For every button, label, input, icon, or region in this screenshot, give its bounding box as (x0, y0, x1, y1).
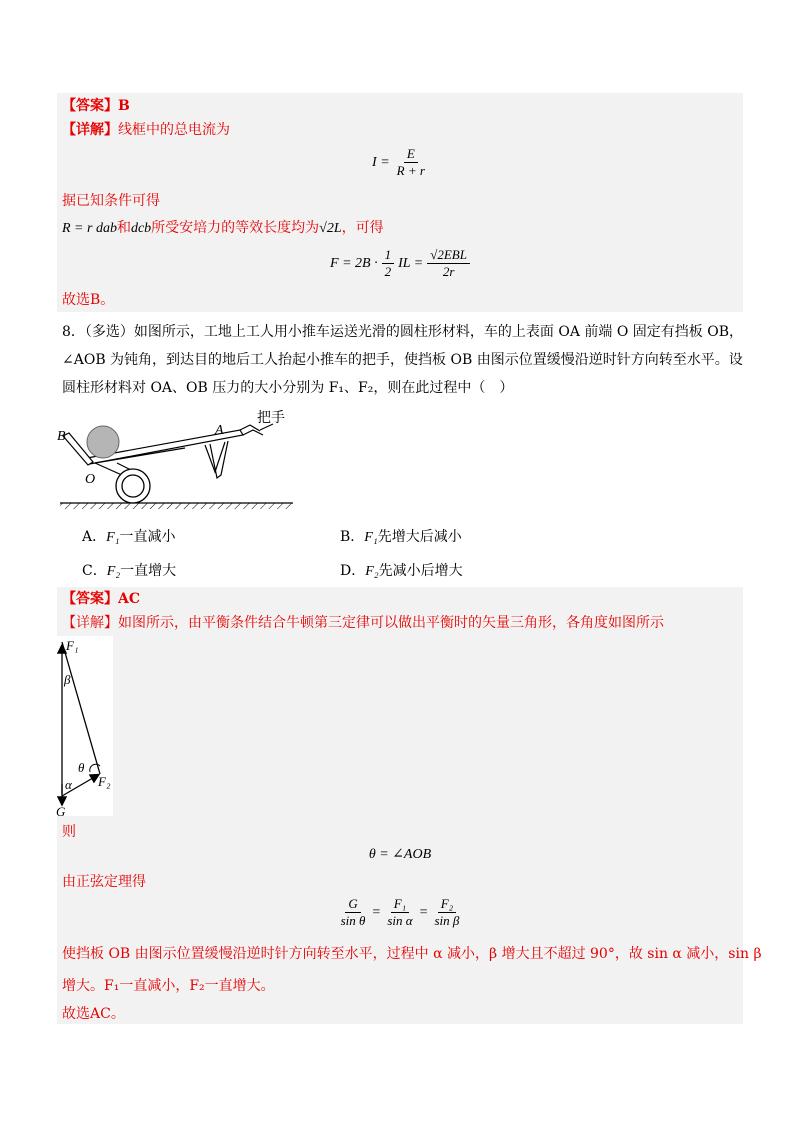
option-c[interactable]: C．F₂一直增大 (82, 563, 177, 579)
text-then: 则 (62, 824, 76, 840)
text-known: 据已知条件可得 (62, 193, 160, 209)
detail-line-2: 【详解】如图所示，由平衡条件结合牛顿第三定律可以做出平衡时的矢量三角形，各角度如图所示 (62, 615, 664, 631)
answer-label-1: 【答案】B (62, 98, 130, 114)
conclusion-1: 故选B。 (62, 292, 115, 308)
fig-label-F1: F₁ (66, 638, 79, 653)
detail-line-1 (62, 120, 230, 140)
option-b[interactable]: B．F₁先增大后减小 (340, 529, 462, 545)
text-analysis-1: 使挡板 OB 由图示位置缓慢沿逆时针方向转至水平，过程中 α 减小，β 增大且不超过 90°，故 sin α 减小，sin β (62, 946, 762, 962)
equation-sine-law: $\frac{G}{\text{sin θ}}$ = $\frac{\text{F₁}}{\text{sin α}}$ = $\frac{\text{F₂}}{\text{sin β}}$ (340, 896, 460, 928)
detail-label: 【详解】 (62, 122, 118, 138)
fig-label-handle: 把手 (257, 410, 285, 426)
fig-label-A: A (215, 423, 224, 438)
fig-label-F2: F₂ (98, 774, 111, 789)
vector-triangle-figure (52, 634, 117, 819)
conclusion-2: 故选AC。 (62, 1006, 125, 1022)
equation-force: F = 2B · $\frac{1}{2}$ IL = $\frac{\text{√2EBL}}{2r}$ (300, 247, 500, 280)
text-equivalent-length: R = r dab和dcb所受安培力的等效长度均为√2L，可得 (62, 220, 384, 236)
answer-label-2: 【答案】AC (62, 591, 141, 607)
question-line-2: ∠AOB 为钝角，到达目的地后工人抬起小推车的把手，使挡板 OB 由图示位置缓慢沿逆时针方向转至水平。设 (62, 352, 743, 368)
question-line-3: 圆柱形材料对 OA、OB 压力的大小分别为 F₁、F₂，则在此过程中（ ） (62, 380, 514, 396)
equation-theta: θ = ∠AOB (368, 847, 432, 862)
wheelbarrow-figure (55, 400, 305, 515)
text-sine-law: 由正弦定理得 (62, 874, 146, 890)
text-analysis-2: 增大。F₁一直减小，F₂一直增大。 (62, 978, 275, 994)
fig-label-alpha: α (65, 777, 72, 792)
detail-text: 线框中的总电流为 (118, 122, 230, 138)
option-d[interactable]: D．F₂先减小后增大 (340, 563, 463, 579)
fig-label-O: O (85, 472, 96, 487)
fig-label-B: B (57, 429, 66, 444)
question-line-1: 8．（多选）如图所示，工地上工人用小推车运送光滑的圆柱形材料，车的上表面 OA 前端 O 固定有挡板 OB， (62, 324, 743, 340)
fig-label-theta: θ (78, 760, 85, 775)
equation-current: I = $\frac{E}{R + r}$ (372, 146, 425, 178)
fig-label-beta: β (64, 672, 71, 687)
option-a[interactable]: A．F₁一直减小 (82, 529, 176, 545)
fig-label-G: G (56, 804, 66, 819)
